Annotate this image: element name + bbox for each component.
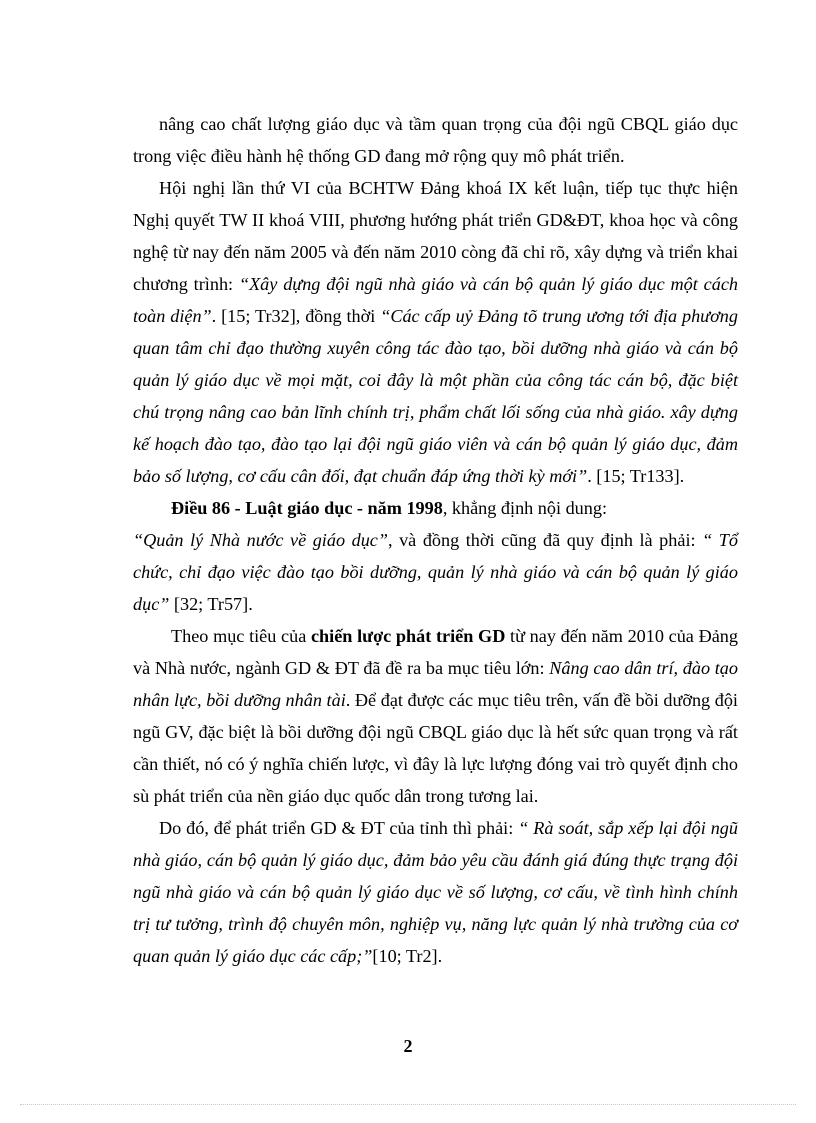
paragraph-6 — [133, 812, 738, 972]
paragraph-4 — [133, 524, 738, 620]
page-number: 2 — [403, 1036, 413, 1056]
p5-text-a: Theo mục tiêu của — [171, 626, 311, 646]
p2-quote-2: “Các cấp uỷ Đảng tõ trung ương tới địa phương quan tâm chỉ đạo thường xuyên công tác đào tạo, bồi dưỡng nhà giáo và cán bộ quản lý giáo dục về mọi mặt, coi đây là một phần của công tác cán bộ, đặc biệt chú trọng nâng cao bản lĩnh chính trị, phẩm chất lối sống của nhà giáo. xây dựng kế hoạch đào tạo, đào tạo lại đội ngũ giáo viên và cán bộ quản lý giáo dục, đảm bảo số lượng, cơ cấu cân đối, đạt chuẩn đáp ứng thời kỳ mới” — [133, 306, 738, 486]
p2-citation-1: . [15; Tr32], đồng thời — [211, 306, 381, 326]
paragraph-5 — [133, 620, 738, 812]
p3-text: , khẳng định nội dung: — [442, 498, 608, 518]
p4-quote-2: “ Tổ chức, chỉ đạo việc đào tạo bồi dưỡng, quản lý nhà giáo và cán bộ quản lý giáo dục” — [133, 530, 738, 614]
p6-citation: [10; Tr2]. — [372, 946, 443, 966]
page-bottom-divider — [20, 1104, 796, 1105]
p5-italic-goals: Nâng cao dân trí, đào tạo nhân lực, bồi dưỡng nhân tài — [133, 658, 738, 710]
p5-text-c: . Để đạt được các mục tiêu trên, vấn đề bồi dưỡng đội ngũ GV, đặc biệt là bồi dưỡng đội ngũ CBQL giáo dục là hết sức quan trọng và rất cần thiết, nó có ý nghĩa chiến lược, vì đây là lực lượng đóng vai trò quyết định cho sù phát triển của nền giáo dục quốc dân trong tương lai. — [133, 690, 738, 806]
p2-text-a: Hội nghị lần thứ VI của BCHTW Đảng khoá IX kết luận, tiếp tục thực hiện Nghị quyết TW II khoá VIII, phương hướng phát triển GD&ĐT, khoa học và công nghệ từ nay đến năm 2005 và đến năm 2010 còng đã chỉ rõ, xây dựng và triển khai chương trình: — [133, 178, 738, 294]
p6-quote: “ Rà soát, sắp xếp lại đội ngũ nhà giáo, cán bộ quản lý giáo dục, đảm bảo yêu cầu đánh giá đúng thực trạng đội ngũ nhà giáo và cán bộ quản lý giáo dục về số lượng, cơ cấu, về tình hình chính trị tư tưởng, trình độ chuyên môn, nghiệp vụ, năng lực quản lý nhà trường của cơ quan quản lý giáo dục các cấp;” — [133, 818, 738, 966]
p6-text-a: Do đó, để phát triển GD & ĐT của tỉnh thì phải: — [159, 818, 519, 838]
p2-citation-2: . [15; Tr133]. — [587, 466, 685, 486]
paragraph-2 — [133, 172, 738, 492]
paragraph-1: nâng cao chất lượng giáo dục và tầm quan trọng của đội ngũ CBQL giáo dục trong việc điều hành hệ thống GD đang mở rộng quy mô phát triển. — [133, 114, 738, 166]
p5-bold-term: chiến lược phát triển GD — [310, 626, 506, 646]
p5-text-b: từ nay đến năm 2010 của Đảng và Nhà nước, ngành GD & ĐT đã đề ra ba mục tiêu lớn: — [133, 626, 738, 678]
p4-text: , và đồng thời cũng đã quy định là phải: — [387, 530, 703, 550]
p3-bold-heading: Điều 86 - Luật giáo dục - năm 1998 — [171, 498, 443, 518]
p4-citation: [32; Tr57]. — [169, 594, 253, 614]
paragraph-3 — [133, 492, 738, 524]
document-body — [133, 108, 738, 972]
p4-quote-1: “Quản lý Nhà nước về giáo dục” — [133, 530, 388, 550]
p2-quote-1: “Xây dựng đội ngũ nhà giáo và cán bộ quản lý giáo dục một cách toàn diện” — [133, 274, 738, 326]
